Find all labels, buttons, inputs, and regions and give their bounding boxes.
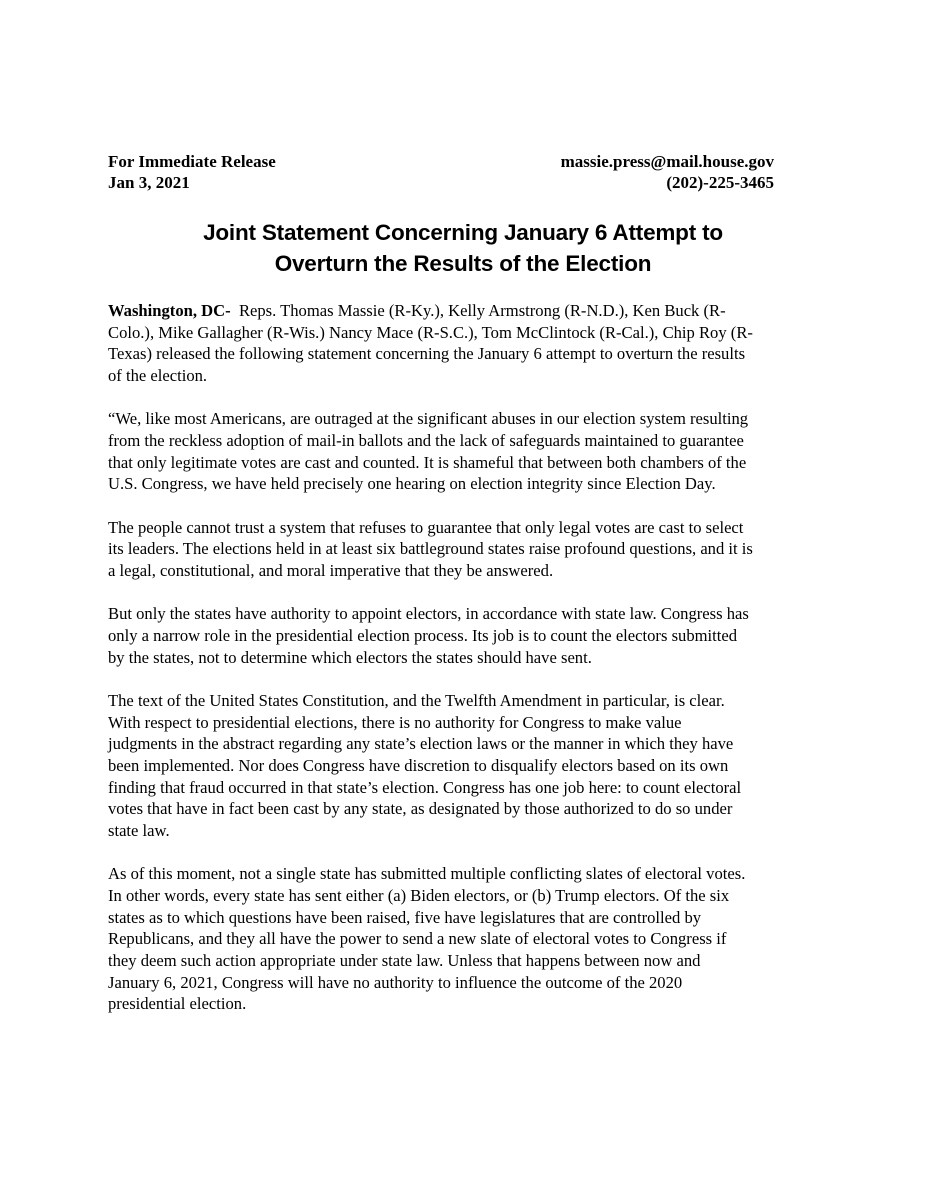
paragraph-line: January 6, 2021, Congress will have no authority to influence the outcome of the 2020 [108,972,683,992]
paragraph-line: As of this moment, not a single state has submitted multiple conflicting slates of electoral votes. [108,864,746,884]
paragraph-2 [108,408,823,495]
paragraph-5 [108,690,823,842]
paragraph-line: been implemented. Nor does Congress have discretion to disqualify electors based on its own [108,755,729,775]
paragraph-3 [108,517,823,582]
paragraph-line: The text of the United States Constitution, and the Twelfth Amendment in particular, is clear. [108,690,725,710]
paragraph-line: U.S. Congress, we have held precisely one hearing on election integrity since Election Day. [108,474,716,494]
paragraph-line: by the states, not to determine which electors the states should have sent. [108,647,592,667]
header-row-1 [108,151,774,172]
paragraph-line: finding that fraud occurred in that state’s election. Congress has one job here: to count electoral [108,777,742,797]
paragraph-line: The people cannot trust a system that refuses to guarantee that only legal votes are cast to select [108,517,744,537]
paragraph-line: its leaders. The elections held in at least six battleground states raise profound questions, and it is [108,539,753,559]
paragraph-1 [108,300,823,387]
paragraph-line: “We, like most Americans, are outraged at the significant abuses in our election system resulting [108,409,749,429]
release-label: For Immediate Release [108,152,276,171]
paragraph-line: Colo.), Mike Gallagher (R-Wis.) Nancy Mace (R-S.C.), Tom McClintock (R-Cal.), Chip Roy (R- [108,322,753,342]
paragraph-line: state law. [108,821,170,841]
press-email: massie.press@mail.house.gov [560,152,774,171]
paragraph-line: In other words, every state has sent either (a) Biden electors, or (b) Trump electors. Of the six [108,885,730,905]
paragraph-line: Texas) released the following statement concerning the January 6 attempt to overturn the results [108,344,746,364]
release-date: Jan 3, 2021 [108,173,190,192]
paragraph-line: votes that have in fact been cast by any state, as designated by those authorized to do so under [108,799,733,819]
paragraph-line-text: Reps. Thomas Massie (R-Ky.), Kelly Armstrong (R-N.D.), Ken Buck (R- [230,301,726,320]
paragraph-line: only a narrow role in the presidential election process. Its job is to count the electors submitted [108,625,738,645]
paragraph-line [108,300,823,322]
paragraph-line: But only the states have authority to appoint electors, in accordance with state law. Congress has [108,604,749,624]
press-phone: (202)-225-3465 [666,173,774,192]
paragraph-line: a legal, constitutional, and moral imperative that they be answered. [108,561,554,581]
paragraph-line: presidential election. [108,994,247,1014]
paragraph-line: judgments in the abstract regarding any state’s election laws or the manner in which they have [108,734,734,754]
title-line-2: Overturn the Results of the Election [274,251,652,276]
paragraph-6 [108,863,823,1015]
paragraph-line: Republicans, and they all have the power to send a new slate of electoral votes to Congress if [108,929,727,949]
dateline: Washington, DC- [108,301,231,320]
paragraph-4 [108,603,823,668]
paragraph-line: With respect to presidential elections, there is no authority for Congress to make value [108,712,682,732]
statement-body [108,300,823,1037]
statement-title [108,217,818,279]
paragraph-line: that only legitimate votes are cast and counted. It is shameful that between both chambers of the [108,452,747,472]
paragraph-line: of the election. [108,366,208,386]
press-header [108,151,774,193]
paragraph-line: from the reckless adoption of mail-in ballots and the lack of safeguards maintained to guarantee [108,431,744,451]
header-row-2 [108,172,774,193]
title-line-1: Joint Statement Concerning January 6 Attempt to [203,220,723,245]
paragraph-line: they deem such action appropriate under state law. Unless that happens between now and [108,951,701,971]
paragraph-line: states as to which questions have been raised, five have legislatures that are controlled by [108,907,702,927]
